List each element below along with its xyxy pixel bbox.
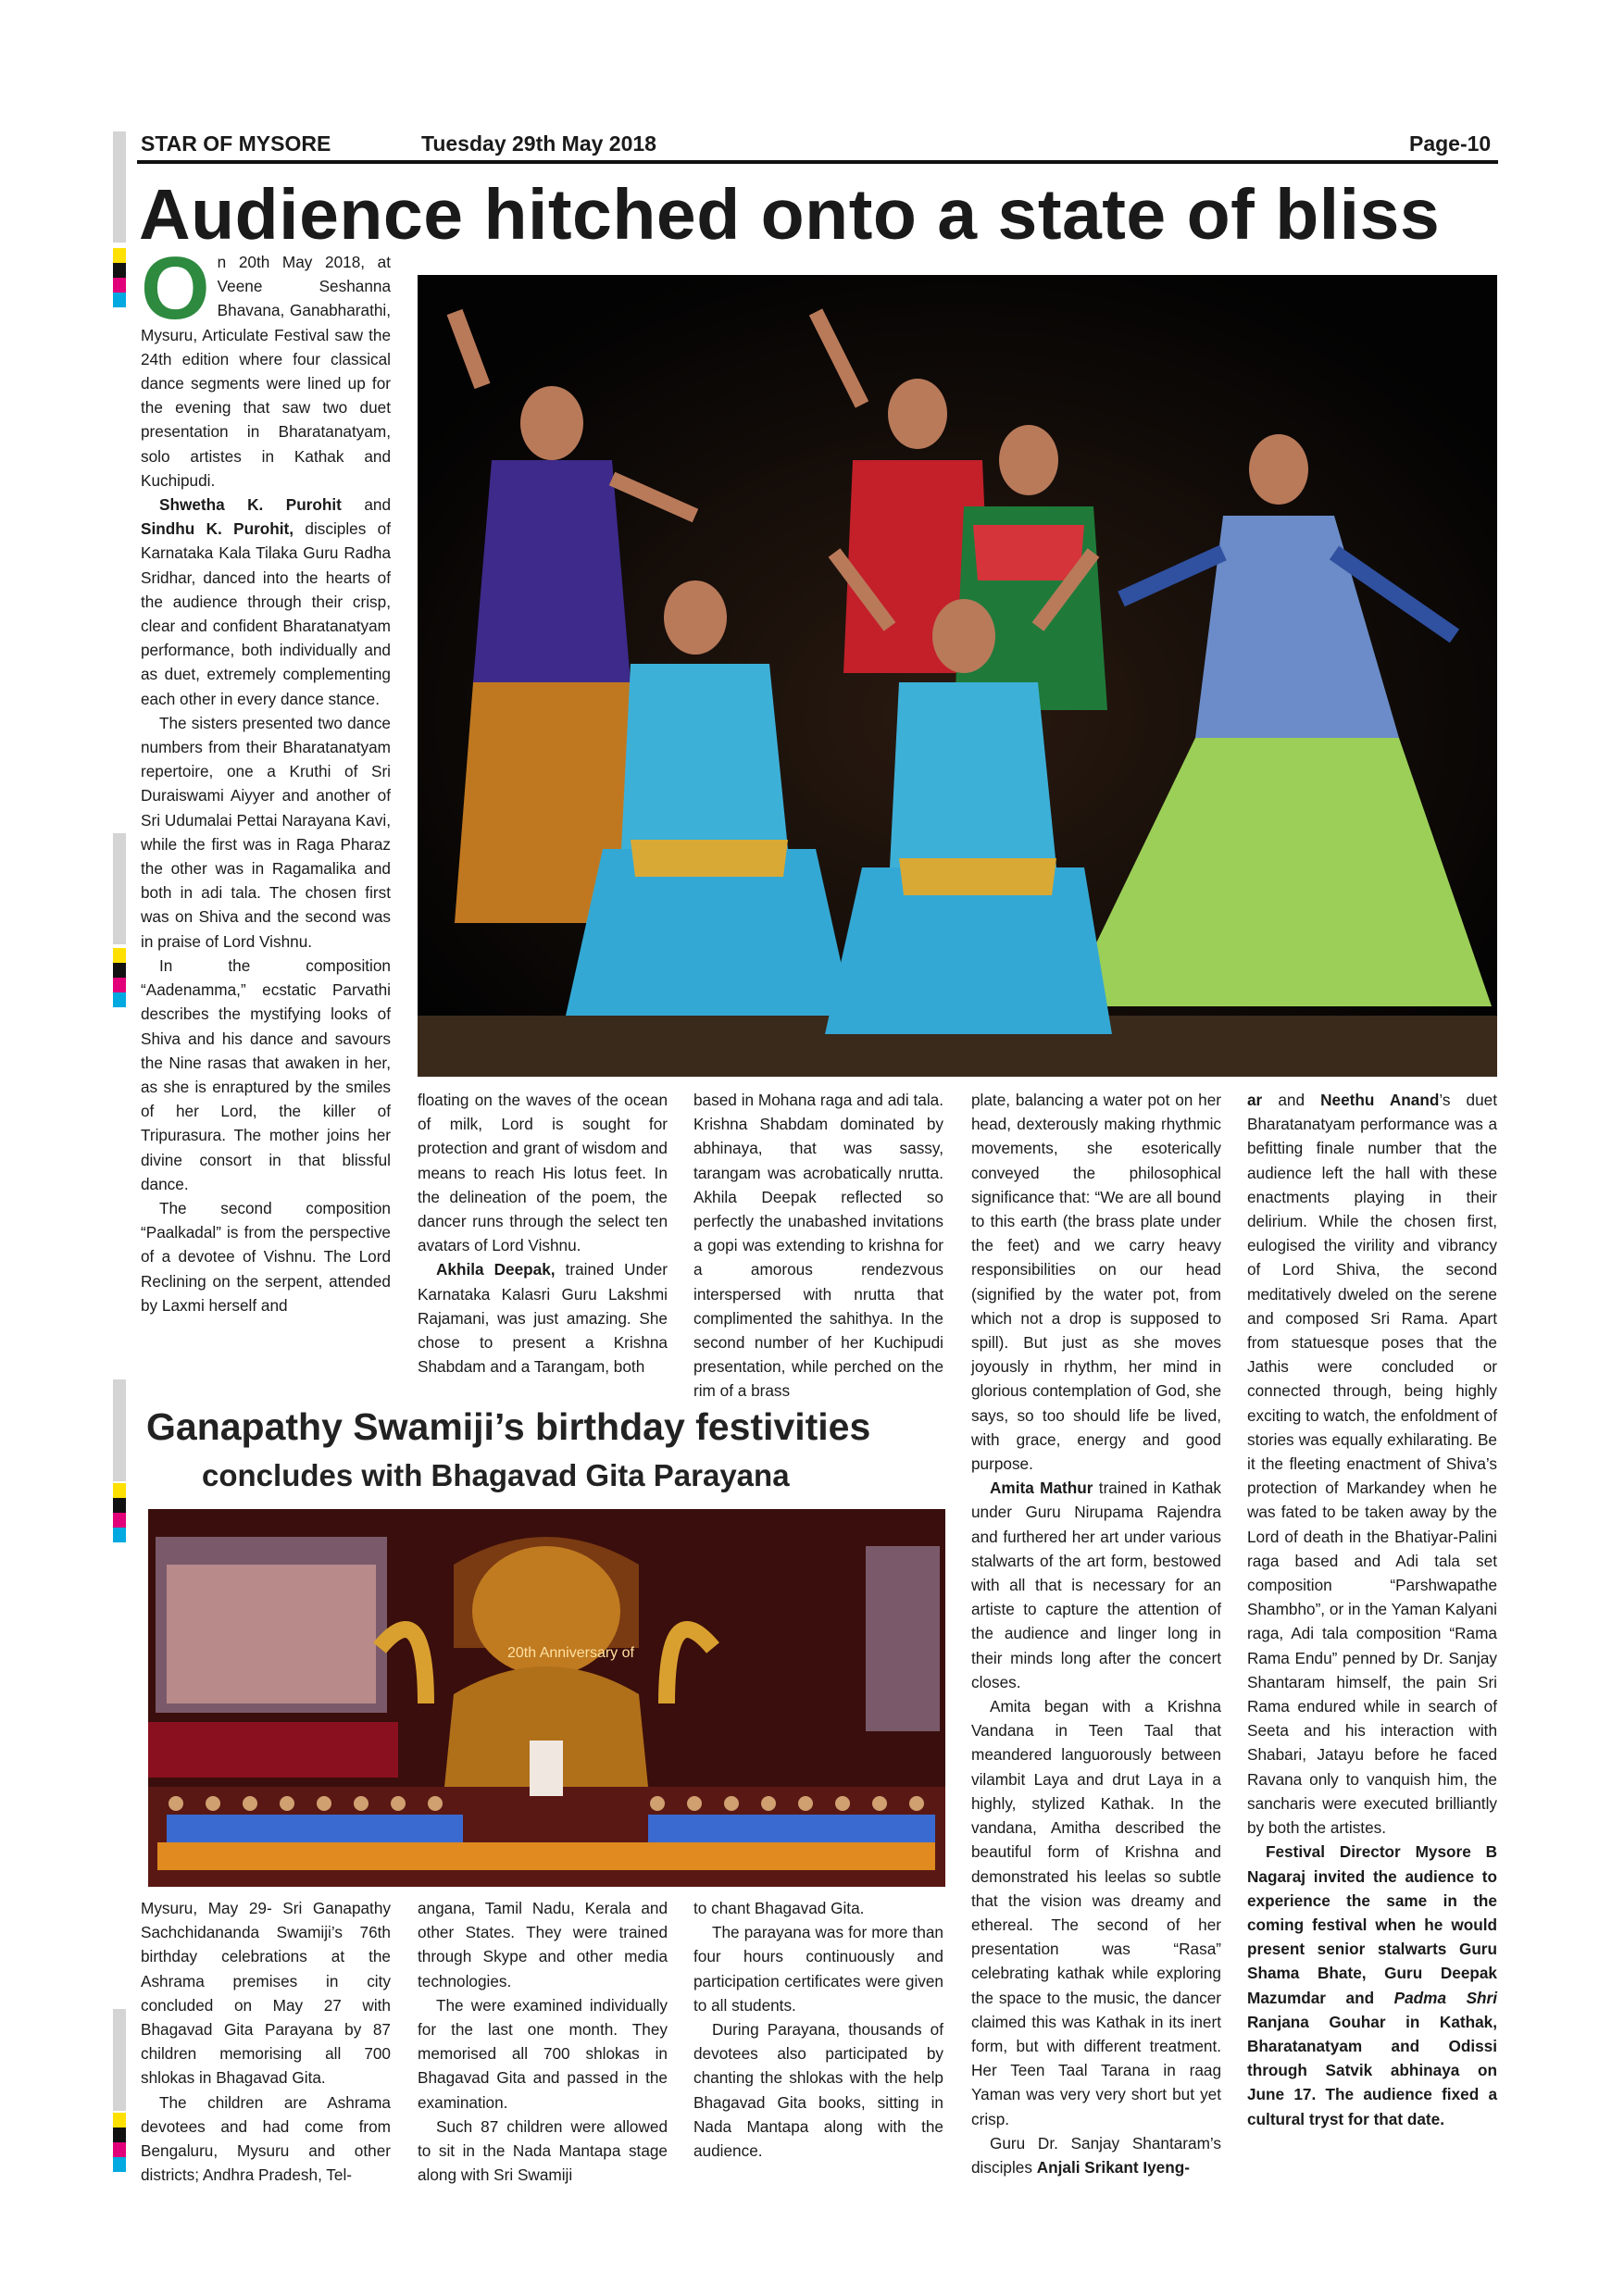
article1-col4-paragraph-4: Guru Dr. Sanjay Shantaram’s disciples — [971, 2133, 1221, 2177]
article2-paragraph-1: Mysuru, May 29- Sri Ganapathy Sachchidananda Swamiji’s 76th birthday celebrations at the Ashrama premises in city concluded on May 27 with Bhagavad Gita Parayana by 87 children memorising all 700 shlokas in Bhagavad Gita. — [141, 1899, 391, 2088]
newspaper-name: STAR OF MYSORE — [141, 131, 331, 156]
article1-paragraph-3: The sisters presented two dance numbers from their Bharatanatyam repertoire, one a Kruthi of Sri Duraiswami Aiyyer and another of Sri Udumalai Pettai Narayana Kavi, while the first was in Raga Pharaz the other was in Ragamalika and both in adi tala. The chosen first was on Shiva and the second was in praise of Lord Vishnu. — [141, 713, 391, 951]
artist-name-anjali: Anjali Srikant Iyeng- — [1036, 2157, 1190, 2177]
registration-color-magenta-4 — [113, 2142, 126, 2157]
registration-color-cyan-4 — [113, 2157, 126, 2172]
registration-color-magenta-2 — [113, 978, 126, 992]
article1-col2-paragraph-1: floating on the waves of the ocean of milk, Lord is sought for protection and grant of wisdom and means to reach His lotus feet. In the delineation of the poem, the dancer runs through the select ten avatars of Lord Vishnu. — [418, 1091, 668, 1255]
article2-col3-paragraph-2: The parayana was for more than four hours continuously and participation certificates were given to all students. — [693, 1923, 943, 2015]
artist-name-neethu: Neethu Anand — [1320, 1091, 1440, 1109]
registration-bar-1 — [113, 131, 126, 243]
article1-column-3 — [693, 1088, 943, 1404]
article1-paragraph-2: disciples of Karnataka Kala Tilaka Guru Radha Sridhar, danced into the hearts of the audience through their crisp, clear and confident Bharatanatyam performance, both individually and as duet, extremely complementing each other in every dance stance. — [141, 519, 391, 708]
artist-name-amita: Amita Mathur — [990, 1479, 1093, 1498]
article1-col5-text-and: and — [1262, 1091, 1321, 1109]
registration-color-black-1 — [113, 263, 126, 278]
artist-name-anjali-end: ar — [1247, 1091, 1263, 1109]
registration-bar-3 — [113, 1379, 126, 1481]
registration-color-cyan-2 — [113, 992, 126, 1007]
article1-paragraph-1: n 20th May 2018, at Veene Seshanna Bhavana, Ganabharathi, Mysuru, Articulate Festival saw the 24th edition where four classical dance segments were lined up for the evening that saw two duet presentation in Bharatanatyam, solo artistes in Kathak and Kuchipudi. — [141, 253, 391, 490]
registration-color-yellow-2 — [113, 948, 126, 963]
article2-column-3 — [693, 1896, 943, 2163]
article2-col3-paragraph-1: to chant Bhagavad Gita. — [693, 1899, 865, 1917]
registration-color-yellow-3 — [113, 1483, 126, 1498]
ceremony-photo — [148, 1509, 945, 1887]
article1-col4-paragraph-3: Amita began with a Krishna Vandana in Teen Taal that meandered languorously between vilambit Laya and drut Laya in a highly, stylized Kathak. In the vandana, Amitha described the beautiful form of Krishna and demonstrated his leelas so subtle that the vision was dreamy and ethereal. The second of her presentation was “Rasa” celebrating kathak while exploring the space to the music, the dancer claimed this was Kathak in its inert form, but with different treatment. Her Teen Taal Tarana in raag Yaman was very very short but yet crisp. — [971, 1697, 1221, 2128]
article1-column-2 — [418, 1088, 668, 1379]
article2-col2-paragraph-2: The were examined individually for the last one month. They memorised all 700 shlokas in Bhagavad Gita and passed in the examination. — [418, 1995, 668, 2112]
page-number: Page-10 — [1409, 131, 1492, 156]
artist-name-shwetha: Shwetha K. Purohit — [159, 495, 342, 515]
article1-col5-paragraph-2-end: Ranjana Gouhar in Kathak, Bharatanatyam and Odissi through Satvik abhinaya on June 17. The audience fixed a cultural tryst for that date. — [1247, 2012, 1497, 2128]
artist-name-sindhu: Sindhu K. Purohit, — [141, 519, 294, 539]
registration-color-black-3 — [113, 1498, 126, 1513]
registration-color-yellow-1 — [113, 248, 126, 263]
article1-col3-paragraph-1: based in Mohana raga and adi tala. Krishna Shabdam dominated by abhinaya, that was sassy, tarangam was acrobatically nrutta. Akhila Deepak reflected so perfectly the unabashed invitations a gopi was extending to krishna for a amorous rendezvous interspersed with nrutta that complimented the sahithya. In the second number of her Kuchipudi presentation, while perched on the rim of a brass — [693, 1091, 943, 1401]
registration-color-magenta-1 — [113, 278, 126, 293]
article1-col4-paragraph-1: plate, balancing a water pot on her head, dexterously making rhythmic movements, she esoterically conveyed the philosophical significance that: “We are all bound to this earth (the brass plate under the feet) and we carry heavy responsibilities on our head (signified by the water pot, from which not a drop is supposed to spill). But just as she moves joyously in rhythm, her mind in glorious contemplation of God, she says, so too should life be lived, with grace, energy and good purpose. — [971, 1091, 1221, 1474]
article1-col4-paragraph-2: trained in Kathak under Guru Nirupama Rajendra and furthered her art under various stalwarts of the art form, bestowed with all that is necessary for an artiste to capture the attention of the audience and linger long in their minds long after the concert closes. — [971, 1479, 1221, 1691]
article1-col2-paragraph-2: trained Under Karnataka Kalasri Guru Lakshmi Rajamani, was just amazing. She chose to present a Krishna Shabdam and a Tarangam, both — [418, 1260, 668, 1377]
article1-text-and: and — [341, 495, 392, 515]
registration-color-black-2 — [113, 963, 126, 978]
issue-date: Tuesday 29th May 2018 — [421, 131, 656, 156]
stage-banner-text: 20th Anniversary of — [507, 1645, 634, 1661]
registration-color-cyan-1 — [113, 293, 126, 307]
article1-column-5 — [1247, 1088, 1497, 2131]
article2-paragraph-2: The children are Ashrama devotees and had come from Bengaluru, Mysuru and other districts; Andhra Pradesh, Tel- — [141, 2092, 391, 2185]
headline: Audience hitched onto a state of bliss — [139, 175, 1441, 255]
dropcap: O — [141, 239, 210, 338]
header-rule — [137, 160, 1498, 164]
registration-bar-2 — [113, 833, 126, 944]
article2-column-1 — [141, 1896, 391, 2187]
article2-subheadline: concludes with Bhagavad Gita Parayana — [202, 1458, 790, 1492]
registration-color-black-4 — [113, 2128, 126, 2142]
article1-column-1 — [141, 239, 392, 1317]
article2-column-2 — [418, 1896, 668, 2187]
article1-col5-paragraph-2: Festival Director Mysore B Nagaraj invited the audience to experience the same in the coming festival when he would present senior stalwarts Guru Shama Bhate, Guru Deepak Mazumdar and — [1247, 1842, 1497, 2007]
dance-photo — [418, 275, 1497, 1077]
registration-color-yellow-4 — [113, 2113, 126, 2128]
article1-paragraph-4: In the composition “Aadenamma,” ecstatic Parvathi describes the mystifying looks of Shiva and his dance and savours the Nine rasas that awaken in her, as she is enraptured by the smiles of her Lord, the killer of Tripurasura. The mother joins her divine consort in that blissful dance. — [141, 955, 391, 1193]
article1-col5-paragraph-1: ’s duet Bharatanatyam performance was a befitting finale number that the audience left the hall with these enactments playing in their delirium. While the chosen first, eulogised the virility and vibrancy of Lord Shiva, the second meditatively dweled on the serene and composed Sri Rama. Apart from statuesque poses that the Jathis were concluded or connected through, being highly exciting to watch, the enfoldment of stories was equally exhilarating. Be it the fleeting enactment of Shiva’s protection of Markandey when he was fated to be taken away by the Lord of death in the Bhatiyar-Palini raga based and Adi tala set composition “Parshwapathe Shambho”, or in the Yaman Kalyani raga, Adi tala composition “Rama Rama Endu” penned by Dr. Sanjay Shantaram himself, the pain Sri Rama endured while in search of Seeta and his interaction with Shabari, Jatayu before he faced Ravana only to vanquish him, the sancharis were executed brilliantly by both the artistes. — [1247, 1091, 1497, 1838]
article2-headline: Ganapathy Swamiji’s birthday festivities — [146, 1405, 871, 1448]
article2-col2-paragraph-3: Such 87 children were allowed to sit in the Nada Mantapa stage along with Sri Swamiji — [418, 2116, 668, 2185]
padma-shri-title: Padma Shri — [1393, 1988, 1497, 2007]
registration-color-cyan-3 — [113, 1528, 126, 1542]
registration-color-magenta-3 — [113, 1513, 126, 1528]
article2-col2-paragraph-1: angana, Tamil Nadu, Kerala and other States. They were trained through Skype and other media technologies. — [418, 1899, 668, 1990]
registration-bar-4 — [113, 2009, 126, 2111]
article2-col3-paragraph-3: During Parayana, thousands of devotees also participated by chanting the shlokas with the help Bhagavad Gita books, sitting in Nada Mantapa along with the audience. — [693, 2020, 943, 2161]
article1-column-4 — [971, 1088, 1221, 2179]
article1-paragraph-5: The second composition “Paalkadal” is from the perspective of a devotee of Vishnu. The Lord Reclining on the serpent, attended by Laxmi herself and — [141, 1198, 391, 1315]
artist-name-akhila: Akhila Deepak, — [436, 1260, 556, 1279]
